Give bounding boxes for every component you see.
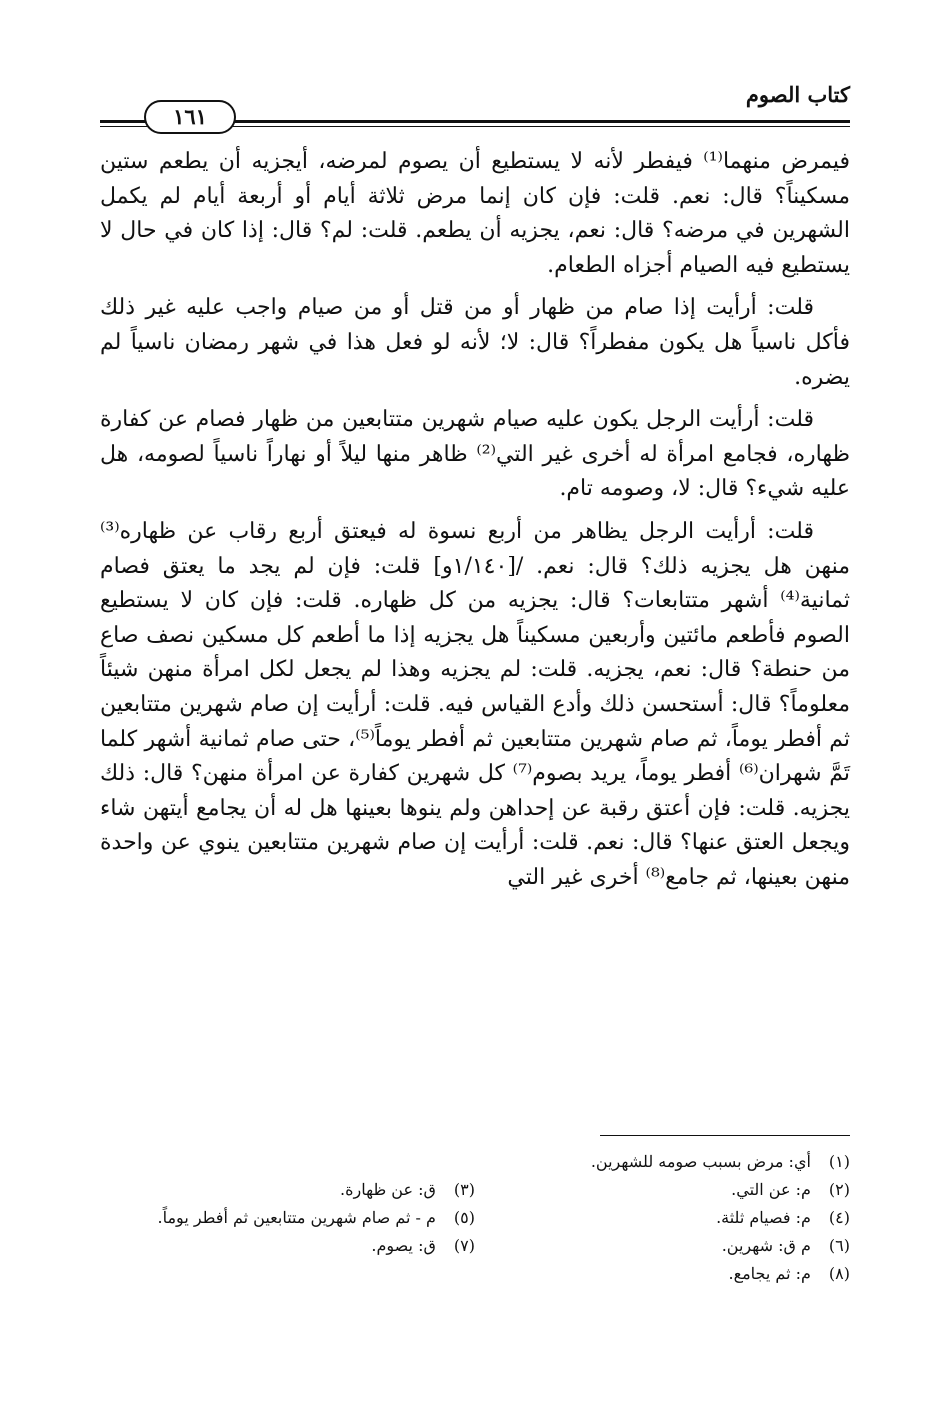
- footnote-text: م: ثم يجامع.: [728, 1264, 811, 1283]
- footnote-3: [100, 1176, 475, 1204]
- footnote-text: م - ثم صام شهرين متتابعين ثم أفطر يوماً.: [157, 1208, 436, 1227]
- footnote-8: [100, 1260, 850, 1288]
- footnote-2: [475, 1176, 850, 1204]
- footnote-number: (٨): [828, 1264, 850, 1283]
- footnotes: [100, 1148, 850, 1288]
- footnote-text: ق: يصوم.: [371, 1236, 436, 1255]
- footnote-text: م: عن التي.: [731, 1180, 811, 1199]
- footnote-text: م: فصيام ثلثة.: [716, 1208, 811, 1227]
- footnote-6: [475, 1232, 850, 1260]
- footnote-text: م ق: شهرين.: [721, 1236, 811, 1255]
- footnote-number: (٦): [828, 1236, 850, 1255]
- footnote-row: [100, 1204, 850, 1232]
- footnote-7: [100, 1232, 475, 1260]
- paragraph-3: قلت: أرأيت الرجل يكون عليه صيام شهرين متتابعين من ظهار فصام عن كفارة ظهاره، فجامع امرأة له أخرى غير التي⁽²⁾ ظاهر منها ليلاً أو نهاراً ناسياً لصومه، هل عليه شيء؟ قال: لا، وصومه تام.: [100, 407, 850, 502]
- paragraph-4: قلت: أرأيت الرجل يظاهر من أربع نسوة له فيعتق أربع رقاب عن ظهاره⁽³⁾ منهن هل يجزيه ذلك؟ قال: نعم. /[١/١٤٠و] قلت: فإن لم يجد ما يعتق فصام ثمانية⁽⁴⁾ أشهر متتابعات؟ قال: يجزيه من كل ظهاره. قلت: فإن كان لا يستطيع الصوم فأطعم مائتين وأربعين مسكيناً هل يجزيه إذا ما أطعم كل مسكين نصف صاع من حنطة؟ قال: نعم، يجزيه. قلت: لم يجزيه وهذا لم يجعل لكل امرأة منهن شيئاً معلوماً؟ قال: أستحسن ذلك وأدع القياس فيه. قلت: أرأيت إن صام شهرين متتابعين ثم أفطر يوماً، ثم صام شهرين متتابعين ثم أفطر يوماً⁽⁵⁾، حتى صام ثمانية أشهر كلما تَمَّ شهران⁽⁶⁾ أفطر يوماً، يريد بصوم⁽⁷⁾ كل شهرين كفارة عن امرأة منهن؟ قال: ذلك يجزيه. قلت: فإن أعتق رقبة عن إحداهن ولم ينوها بعينها هل له أن يجامع أيتهن شاء ويجعل العتق عنها؟ قال: نعم. قلت: أرأيت إن صام شهرين متتابعين ينوي عن واحدة منهن بعينها، ثم جامع⁽⁸⁾ أخرى غير التي: [100, 518, 851, 890]
- footnote-row: [100, 1232, 850, 1260]
- footnote-1: [100, 1148, 850, 1176]
- footnote-row: [100, 1148, 850, 1176]
- footnote-number: (٢): [828, 1180, 850, 1199]
- footnote-row: [100, 1260, 850, 1288]
- paragraph-2: قلت: أرأيت إذا صام من ظهار أو من قتل أو من صيام واجب عليه غير ذلك فأكل ناسياً هل يكون مفطراً؟ قال: لا؛ لأنه لو فعل هذا في شهر رمضان ناسياً لم يضره.: [100, 295, 850, 390]
- footnote-number: (٤): [828, 1208, 850, 1227]
- footnote-4: [475, 1204, 850, 1232]
- footnote-text: ق: عن ظهارة.: [340, 1180, 436, 1199]
- footnote-number: (١): [828, 1152, 850, 1171]
- page-header: [100, 78, 850, 130]
- footnote-row: [100, 1176, 850, 1204]
- page-number-badge: ١٦١: [144, 100, 236, 134]
- footnote-number: (٧): [453, 1236, 475, 1255]
- footnote-5: [100, 1204, 475, 1232]
- book-title: كتاب الصوم: [745, 82, 850, 107]
- footnote-separator: [600, 1135, 850, 1136]
- paragraph-1: فيمرض منهما⁽¹⁾ فيفطر لأنه لا يستطيع أن يصوم لمرضه، أيجزيه أن يطعم ستين مسكيناً؟ قال: نعم. قلت: فإن كان إنما مرض ثلاثة أيام أو أربعة أيام لم يكمل الشهرين في مرضه؟ قال: نعم، يجزيه أن يطعم. قلت: لم؟ قال: إذا كان في حال لا يستطيع فيه الصيام أجزاه الطعام.: [100, 149, 850, 278]
- main-text: [100, 145, 850, 903]
- footnote-text: أي: مرض بسبب صومه للشهرين.: [590, 1152, 811, 1171]
- footnote-number: (٥): [453, 1208, 475, 1227]
- footnote-number: (٣): [453, 1180, 475, 1199]
